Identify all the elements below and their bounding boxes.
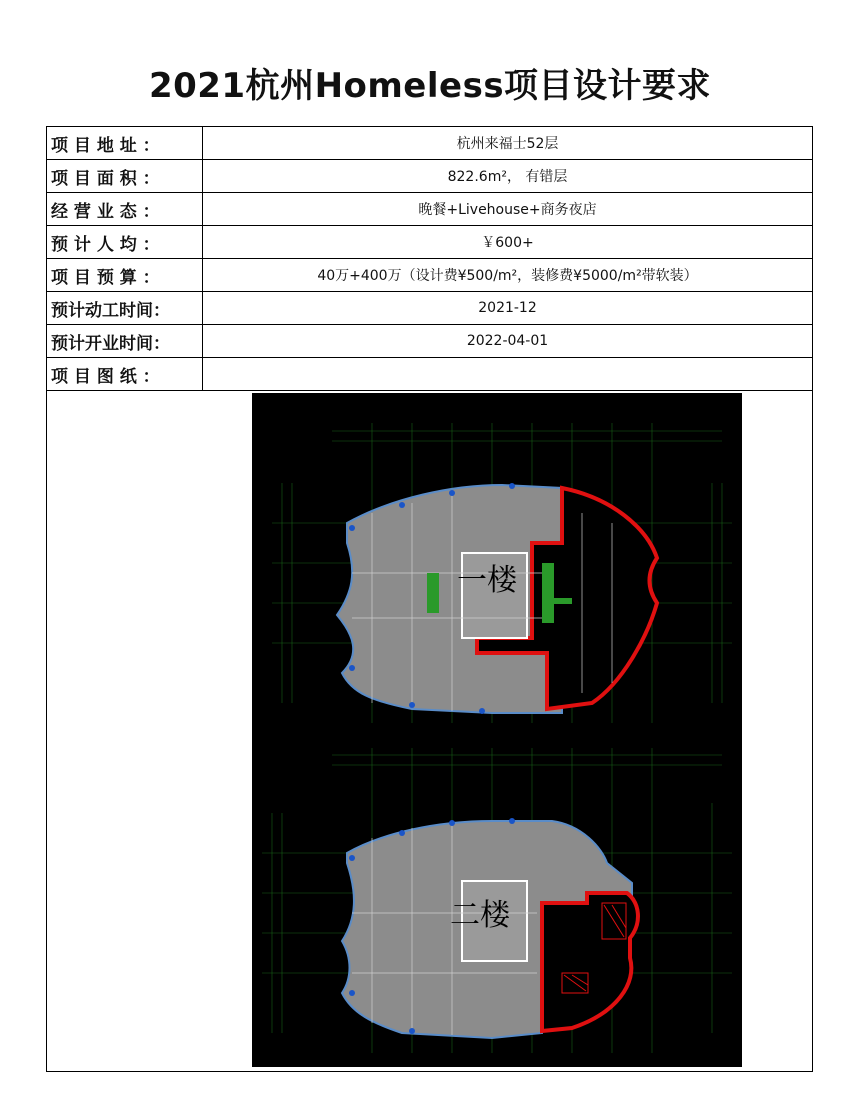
row-label: 项 目 图 纸 ： (47, 358, 203, 390)
floor1-label: 一楼 (457, 563, 517, 598)
page-title: 2021杭州Homeless项目设计要求 (148, 66, 712, 106)
table-row-open-date (47, 325, 812, 358)
floor1-slab (337, 485, 562, 713)
row-label: 项 目 预 算 ： (47, 259, 203, 291)
table-row-start-date (47, 292, 812, 325)
row-label: 经 营 业 态 ： (47, 193, 203, 225)
floor2-red-zone (542, 893, 638, 1031)
table-row-budget (47, 259, 812, 292)
row-label: 预计开业时间： (47, 325, 203, 357)
table-row-drawings (47, 358, 812, 391)
drawings-cell (47, 391, 812, 1071)
row-value: 晚餐+Livehouse+商务夜店 (418, 202, 597, 218)
row-value: ￥600+ (481, 235, 534, 251)
row-value: 40万+400万（设计费¥500/m²，装修费¥5000/m²带软装） (317, 268, 698, 284)
row-value: 2021-12 (478, 300, 537, 316)
floor2-label: 二楼 (450, 898, 510, 933)
table-row-address (47, 127, 812, 160)
table-row-business (47, 193, 812, 226)
row-label: 项 目 面 积 ： (47, 160, 203, 192)
row-label: 预 计 人 均 ： (47, 226, 203, 258)
row-value: 2022-04-01 (466, 333, 549, 349)
row-value (203, 358, 812, 390)
row-value: 杭州来福士52层 (456, 136, 559, 152)
table-row-per-capita (47, 226, 812, 259)
row-label: 预计动工时间： (47, 292, 203, 324)
table-row-area (47, 160, 812, 193)
row-value: 822.6m²， 有错层 (447, 169, 568, 185)
project-requirements-table (46, 126, 813, 1072)
cad-floor-plan-image (252, 393, 742, 1067)
row-label: 项 目 地 址 ： (47, 127, 203, 159)
